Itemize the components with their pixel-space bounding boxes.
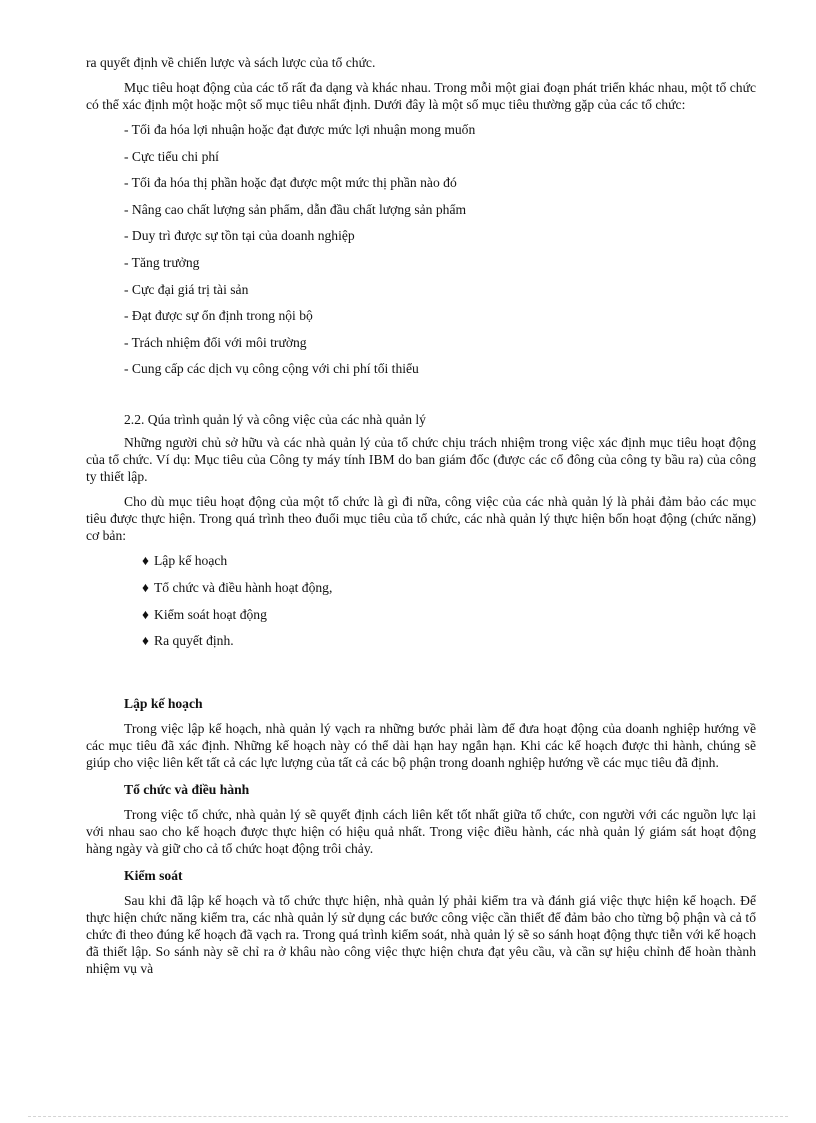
list-item: ♦ Tổ chức và điều hành hoạt động, <box>142 579 333 595</box>
list-item: - Duy trì được sự tồn tại của doanh nghiệp <box>124 228 355 244</box>
list-item: ♦ Lập kế hoạch <box>142 553 228 569</box>
list-item: - Tối đa hóa lợi nhuận hoặc đạt được mức lợi nhuận mong muốn <box>124 122 476 137</box>
paragraph-planning: Trong việc lập kế hoạch, nhà quản lý vạch ra những bước phải làm để đưa hoạt động của doanh nghiệp hướng về các mục tiêu đã xác định. Những kế hoạch này có thể dài hạn hay ngắn hạn. Khi các kế hoạch được thi hành, chúng sẽ giúp cho việc liên kết tất cả các lực lượng của tất cả các bộ phận trong doanh nghiệp hướng về các mục tiêu đã định. <box>86 721 756 771</box>
heading-planning: Lập kế hoạch <box>124 696 203 712</box>
diamond-bullet-icon: ♦ <box>142 606 149 622</box>
intro-line: ra quyết định về chiến lược và sách lược của tổ chức. <box>86 55 376 70</box>
paragraph-functions: Cho dù mục tiêu hoạt động của một tổ chức là gì đi nữa, công việc của các nhà quản lý là phải đảm bảo các mục tiêu được thực hiện. Trong quá trình theo đuổi mục tiêu của tổ chức, các nhà quản lý thực hiện bốn hoạt động (chức năng) cơ bản: <box>86 494 756 544</box>
list-item: - Cực tiểu chi phí <box>124 148 219 164</box>
diamond-bullet-icon: ♦ <box>142 553 149 569</box>
paragraph-owners: Những người chủ sở hữu và các nhà quản lý của tổ chức chịu trách nhiệm trong việc xác định mục tiêu hoạt động của tổ chức. Ví dụ: Mục tiêu của Công ty máy tính IBM do ban giám đốc (được các cổ đông của công ty bầu ra) của công ty thiết lập. <box>86 435 756 485</box>
list-item: - Nâng cao chất lượng sản phẩm, dẫn đầu chất lượng sản phẩm <box>124 201 467 217</box>
functions-list <box>86 552 756 649</box>
section-heading-2-2: 2.2. Qúa trình quản lý và công việc của các nhà quản lý <box>124 412 426 428</box>
list-item: ♦ Kiểm soát hoạt động <box>142 606 267 622</box>
diamond-bullet-icon: ♦ <box>142 579 149 595</box>
list-item: - Đạt được sự ổn định trong nội bộ <box>124 308 313 324</box>
heading-control: Kiểm soát <box>124 868 183 884</box>
diamond-bullet-icon: ♦ <box>142 633 149 649</box>
paragraph-organizing: Trong việc tổ chức, nhà quản lý sẽ quyết định cách liên kết tốt nhất giữa tổ chức, con người với các nguồn lực lại với nhau sao cho kế hoạch được thực hiện có hiệu quả nhất. Trong việc điều hành, các nhà quản lý giám sát hoạt động hàng ngày và giữ cho cả tổ chức hoạt động trôi chảy. <box>86 807 756 857</box>
goals-list <box>86 121 756 377</box>
paragraph-goals: Mục tiêu hoạt động của các tổ rất đa dạng và khác nhau. Trong mỗi một giai đoạn phát triển khác nhau, một tổ chức có thể xác định một hoặc một số mục tiêu nhất định. Dưới đây là một số mục tiêu thường gặp của các tổ chức: <box>86 80 756 112</box>
document-page <box>86 54 756 985</box>
page-bottom-divider <box>28 1116 788 1117</box>
heading-organizing: Tổ chức và điều hành <box>124 782 250 798</box>
paragraph-control: Sau khi đã lập kế hoạch và tổ chức thực hiện, nhà quản lý phải kiểm tra và đánh giá việc thực hiện kế hoạch. Để thực hiện chức năng kiểm tra, các nhà quản lý sử dụng các bước công việc cần thiết để đảm bảo cho từng bộ phận và cả tổ chức đi theo đúng kế hoạch đã vạch ra. Trong quá trình kiểm soát, nhà quản lý sẽ so sánh hoạt động thực tiễn với kế hoạch đã thiết lập. So sánh này sẽ chỉ ra ở khâu nào công việc thực hiện chưa đạt yêu cầu, và cần sự hiệu chỉnh để hoàn thành nhiệm vụ và <box>86 893 756 977</box>
list-item: - Tối đa hóa thị phần hoặc đạt được một mức thị phần nào đó <box>124 175 457 191</box>
list-item: - Cung cấp các dịch vụ công cộng với chi phí tối thiểu <box>124 361 419 377</box>
list-item: - Trách nhiệm đối với môi trường <box>124 334 307 350</box>
list-item: - Cực đại giá trị tài sản <box>124 281 249 297</box>
list-item: ♦ Ra quyết định. <box>142 633 234 649</box>
list-item: - Tăng trưởng <box>124 254 200 270</box>
